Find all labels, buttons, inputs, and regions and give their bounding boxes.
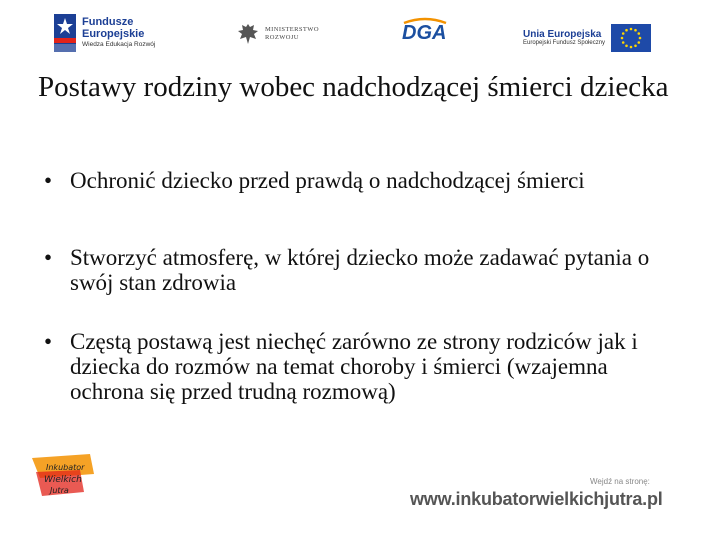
svg-text:Jutra: Jutra (50, 486, 69, 495)
mr-line2: ROZWOJU (265, 34, 299, 41)
inkubator-logo (30, 452, 96, 502)
logo-bar (0, 0, 720, 62)
ue-line2: Europejski Fundusz Społeczny (523, 40, 606, 47)
bullet-text: Stworzyć atmosferę, w której dziecko może zadawać pytania o swój stan zdrowia (70, 245, 650, 295)
fe-line3: Wiedza Edukacja Rozwój (82, 41, 156, 49)
list-item (40, 329, 680, 404)
nav-label: Wejdź na stronę: (590, 477, 650, 486)
unia-europejska-logo (523, 24, 651, 52)
mr-line1: MINISTERSTWO (265, 25, 319, 33)
ministerstwo-rozwoju-logo (237, 22, 319, 46)
fe-line1: Fundusze (82, 16, 134, 29)
bullet-list (40, 168, 680, 404)
slide-title: Postawy rodziny wobec nadchodzącej śmierci dziecka (38, 71, 669, 103)
list-item (40, 168, 680, 193)
bullet-icon: • (44, 329, 53, 354)
website-link[interactable]: www.inkubatorwielkichjutra.pl (410, 489, 663, 509)
dga-text: DGA (402, 22, 447, 44)
bullet-text: Ochronić dziecko przed prawdą o nadchodzącej śmierci (70, 168, 585, 193)
dga-logo (402, 22, 446, 45)
bullet-icon: • (44, 245, 53, 270)
fe-line2: Europejskie (82, 27, 145, 40)
fe-flag-icon (54, 14, 76, 52)
svg-text:Inkubator: Inkubator (46, 463, 85, 472)
bullet-icon: • (44, 168, 53, 193)
eu-flag-icon (611, 24, 651, 52)
svg-text:Wielkich: Wielkich (44, 475, 82, 485)
fundusze-europejskie-logo (54, 14, 155, 52)
list-item (40, 245, 680, 295)
bullet-text: Częstą postawą jest niechęć zarówno ze strony rodziców jak i dziecka do rozmów na temat choroby i śmierci (wzajemna ochrona się przed trudną rozmową) (70, 329, 638, 404)
eagle-emblem-icon (237, 22, 259, 46)
ue-line1: Unia Europejska (523, 28, 602, 40)
